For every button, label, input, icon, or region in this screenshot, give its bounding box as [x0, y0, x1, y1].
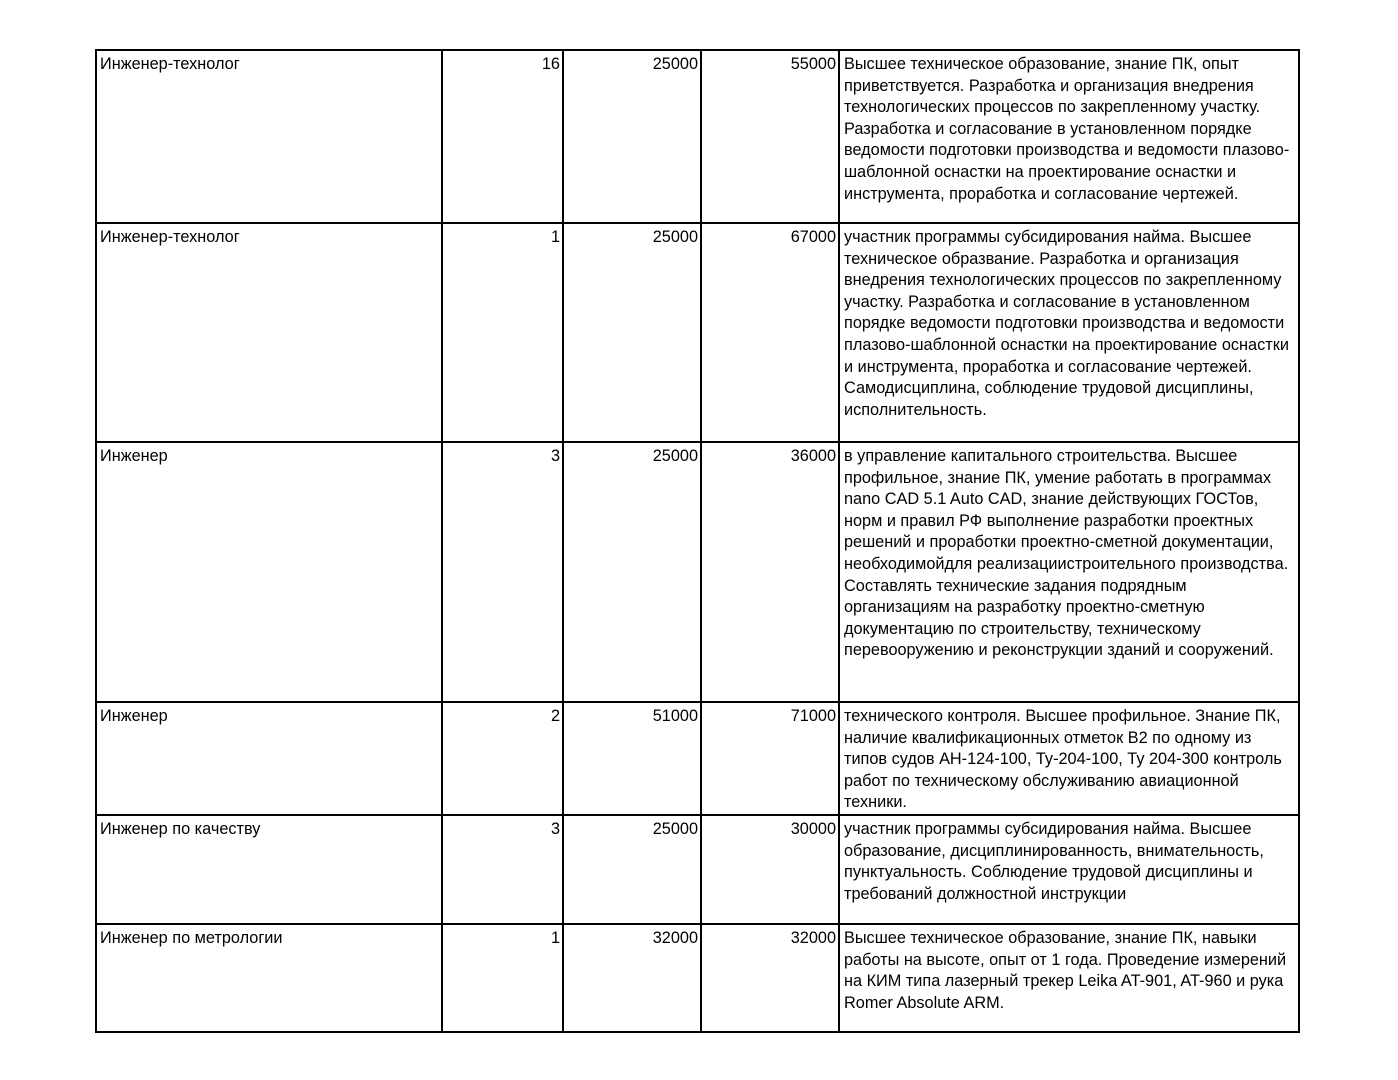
- quantity-cell: 2: [442, 702, 563, 815]
- salary-max-cell: 67000: [701, 223, 839, 442]
- table-row: [96, 924, 1299, 1032]
- salary-max-cell: 55000: [701, 50, 839, 223]
- salary-max-cell: 32000: [701, 924, 839, 1032]
- description-cell: участник программы субсидирования найма. Высшее техническое образвание. Разработка и организация внедрения технологических процессов по закрепленному участку. Разработка и согласование в установленном порядке ведомости подготовки производства и ведомости плазово-шаблонной оснастки на проектирование оснастки и инструмента, проработка и согласование чертежей. Самодисциплина, соблюдение трудовой дисциплины, исполнительность.: [839, 223, 1299, 442]
- position-cell: Инженер: [96, 702, 442, 815]
- quantity-cell: 3: [442, 815, 563, 924]
- position-cell: Инженер-технолог: [96, 50, 442, 223]
- description-cell: Высшее техническое образование, знание ПК, опыт приветствуется. Разработка и организация внедрения технологических процессов по закрепленному участку. Разработка и согласование в установленном порядке ведомости подготовки производства и ведомости плазово-шаблонной оснастки на проектирование оснастки и инструмента, проработка и согласование чертежей.: [839, 50, 1299, 223]
- quantity-cell: 1: [442, 223, 563, 442]
- quantity-cell: 3: [442, 442, 563, 702]
- salary-max-cell: 36000: [701, 442, 839, 702]
- table-row: [96, 702, 1299, 815]
- description-cell: участник программы субсидирования найма. Высшее образование, дисциплинированность, внимательность, пунктуальность. Соблюдение трудовой дисциплины и требований должностной инструкции: [839, 815, 1299, 924]
- vacancy-table: [95, 49, 1300, 1033]
- position-cell: Инженер: [96, 442, 442, 702]
- salary-min-cell: 25000: [563, 815, 701, 924]
- salary-min-cell: 51000: [563, 702, 701, 815]
- table-row: [96, 50, 1299, 223]
- salary-min-cell: 32000: [563, 924, 701, 1032]
- salary-min-cell: 25000: [563, 442, 701, 702]
- description-cell: в управление капитального строительства. Высшее профильное, знание ПК, умение работать в программах nano CAD 5.1 Auto CAD, знание действующих ГОСТов, норм и правил РФ выполнение разработки проектных решений и проработки проектно-сметной документации, необходимойдля реализациистроительного производства. Составлять технические задания подрядным организациям на разработку проектно-сметную документацию по строительству, техническому перевооружению и реконструкции зданий и сооружений.: [839, 442, 1299, 702]
- table-row: [96, 223, 1299, 442]
- salary-min-cell: 25000: [563, 223, 701, 442]
- quantity-cell: 1: [442, 924, 563, 1032]
- position-cell: Инженер по качеству: [96, 815, 442, 924]
- salary-min-cell: 25000: [563, 50, 701, 223]
- position-cell: Инженер-технолог: [96, 223, 442, 442]
- salary-max-cell: 30000: [701, 815, 839, 924]
- table-row: [96, 815, 1299, 924]
- description-cell: технического контроля. Высшее профильное. Знание ПК, наличие квалификационных отметок В2 по одному из типов судов АН-124-100, Ту-204-100, Ту 204-300 контроль работ по техническому обслуживанию авиационной техники.: [839, 702, 1299, 815]
- quantity-cell: 16: [442, 50, 563, 223]
- description-cell: Высшее техническое образование, знание ПК, навыки работы на высоте, опыт от 1 года. Проведение измерений на КИМ типа лазерный трекер Leika AT-901, AT-960 и рука Romer Absolute ARM.: [839, 924, 1299, 1032]
- position-cell: Инженер по метрологии: [96, 924, 442, 1032]
- salary-max-cell: 71000: [701, 702, 839, 815]
- table-row: [96, 442, 1299, 702]
